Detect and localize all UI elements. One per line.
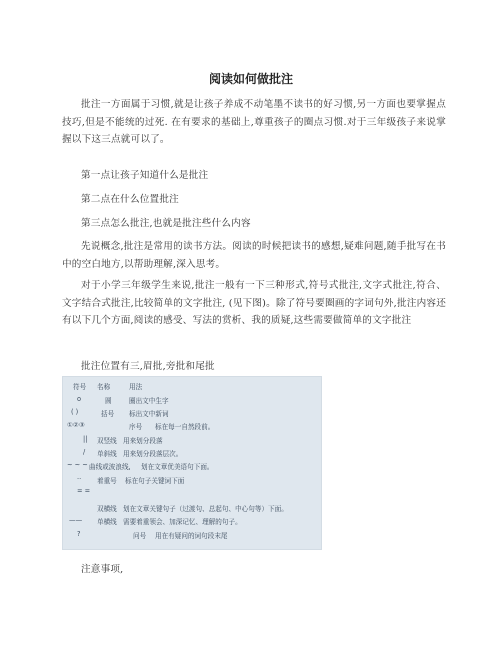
name-cell: 曲线或波浪线, (89, 463, 131, 471)
header-usage: 用法 (129, 383, 143, 391)
name-cell: 圆 (105, 397, 112, 405)
usage-cell: 用在有疑问的词句段末尾 (155, 532, 228, 540)
usage-cell: 用来划分段落 (123, 437, 163, 445)
usage-cell: 用来划分段落层次。 (123, 450, 183, 458)
symbol-cell: o (77, 395, 82, 403)
name-cell: 括号 (101, 410, 115, 418)
symbol-row (63, 516, 321, 528)
point-two: 第二点在什么位置批注 (81, 194, 179, 205)
usage-cell: 圈出文中生字 (129, 397, 169, 405)
symbol-row (63, 395, 321, 407)
symbol-cell: || (83, 435, 88, 443)
symbol-row (63, 503, 321, 515)
usage-cell: 标出文中新词 (129, 410, 169, 418)
symbol-table-header (63, 381, 321, 393)
usage-cell: 标在句子关键词下面 (125, 477, 185, 485)
page-title: 阅读如何做批注 (208, 72, 293, 86)
name-cell: 序号 (129, 423, 143, 431)
name-cell: 问号 (133, 532, 147, 540)
name-cell: 双竖线 (97, 437, 117, 445)
symbol-cell: ~ ~ ~ (67, 461, 88, 469)
name-cell: 单斜线 (97, 450, 117, 458)
name-cell: 单横线 (97, 518, 117, 526)
symbol-row (63, 530, 321, 542)
name-cell: 双横线 (97, 505, 117, 513)
footer-note: 注意事项, (81, 564, 124, 575)
symbol-cell: ·· (77, 475, 82, 483)
usage-cell: 划在文章关键句子（过渡句、总起句、中心句等）下面。 (123, 505, 288, 513)
intro-paragraph: 批注一方面属于习惯,就是让孩子养成不动笔墨不读书的好习惯,另一方面也要掌握点技巧,但是不能统的过死. 在有要求的基础上,尊重孩子的圈点习惯.对于三年级孩子来说掌握以下这三点就可以了。 (62, 99, 446, 145)
symbol-row (63, 435, 321, 447)
symbol-cell: —— (69, 516, 83, 524)
symbol-row (63, 487, 321, 499)
forms-paragraph: 对于小学三年级学生来说,批注一般有一下三种形式,符号式批注,文字式批注,符合、文字结合式批注,比较简单的文字批注, (见下图)。除了符号要圈画的字词句外,批注内容还有以下几个方面,阅读的感受、写法的赏析、我的质疑,这些需要做简单的文字批注 (62, 280, 446, 326)
usage-cell: 标在每一自然段前。 (155, 423, 215, 431)
symbol-row (63, 408, 321, 420)
symbol-cell: ( ) (71, 408, 79, 416)
symbol-table-image (62, 376, 322, 550)
symbol-row (63, 461, 321, 473)
symbol-cell: ①②③ (67, 421, 85, 429)
symbol-row (63, 421, 321, 433)
point-one: 第一点让孩子知道什么是批注 (81, 170, 209, 181)
symbol-row (63, 448, 321, 460)
symbol-cell: ? (77, 530, 81, 538)
symbol-row (63, 475, 321, 487)
usage-cell: 需要着重领会、加深记忆、理解的句子。 (123, 518, 242, 526)
concept-paragraph: 先说概念,批注是常用的读书方法。阅读的时候把读书的感想,疑难问题,随手批写在书中的空白地方,以帮助理解,深入思考。 (62, 241, 446, 270)
point-three: 第三点怎么批注,也就是批注些什么内容 (81, 218, 251, 229)
symbol-cell: = = (77, 487, 91, 495)
usage-cell: 划在文章优美语句下面。 (141, 463, 214, 471)
header-symbol: 符号 (73, 383, 87, 391)
name-cell: 着重号 (97, 477, 117, 485)
position-paragraph: 批注位置有三,眉批,旁批和尾批 (81, 361, 215, 372)
header-name: 名称 (97, 383, 111, 391)
symbol-cell: / (83, 448, 86, 456)
